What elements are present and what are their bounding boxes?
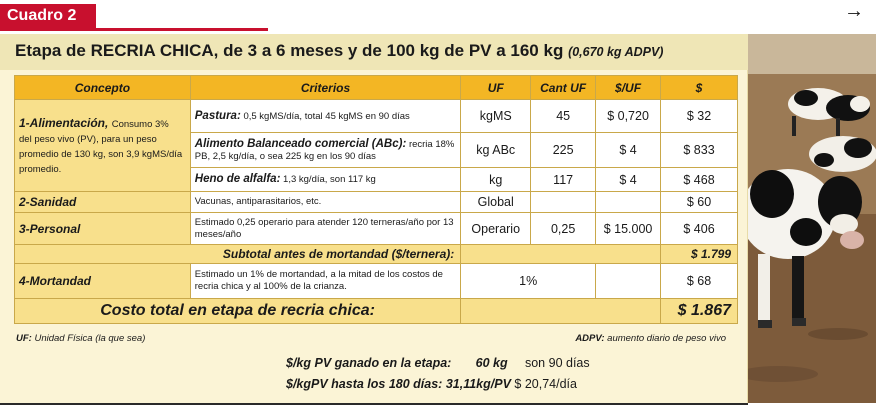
concept-personal: 3-Personal [15, 213, 191, 245]
bottom-rule [0, 403, 748, 405]
header-cant-uf: Cant UF [531, 76, 596, 100]
criterio-title: Heno de alfalfa: [194, 173, 281, 185]
criterio-personal: Estimado 0,25 operario para atender 120 terneras/año por 13 meses/año [190, 213, 461, 245]
concept-alimentacion-desc-a: Consumo 3% [111, 118, 169, 130]
total-value: $ 1.867 [661, 299, 738, 324]
cell-uf: kg [461, 168, 531, 192]
cost-table [14, 75, 738, 324]
subtotal-label: Subtotal antes de mortandad ($/ternera): [15, 245, 461, 264]
cell-cant: 0,25 [531, 213, 596, 245]
next-arrow-icon[interactable]: → [844, 0, 864, 22]
cell-uf: kg ABc [461, 133, 531, 168]
total-empty [461, 299, 661, 324]
cell-cost: $ 468 [661, 168, 738, 192]
cell-price [596, 192, 661, 213]
header-concepto: Concepto [15, 76, 191, 100]
note-uf-label: UF: [16, 333, 32, 344]
criterio-text: recria 18% PB, 2,5 kg/día, o sea 225 kg en los 90 días [194, 138, 455, 162]
cell-cant: 45 [531, 100, 596, 133]
criterio-title: Alimento Balanceado comercial (ABc): [194, 137, 407, 150]
note-uf [16, 333, 145, 344]
criterio-title: Pastura: [194, 109, 241, 122]
subtotal-value: $ 1.799 [661, 245, 738, 264]
note-adpv-text: aumento diario de peso vivo [607, 333, 726, 344]
cell-price: $ 0,720 [596, 100, 661, 133]
note-adpv-label: ADPV: [575, 333, 605, 344]
note-uf-text: Unidad Física (la que sea) [34, 333, 146, 344]
criterio-mortandad: Estimado un 1% de mortandad, a la mitad de los costos de recria chica y al 100% de la crianza. [190, 264, 461, 299]
cell-price [596, 264, 661, 299]
table-row [15, 213, 738, 245]
cell-cost: $ 833 [661, 133, 738, 168]
cell-uf: kgMS [461, 100, 531, 133]
table-header-row [15, 76, 738, 100]
table-row [15, 192, 738, 213]
summary-1-tail: son 90 días [524, 356, 590, 370]
table-row [15, 264, 738, 299]
criterio-heno [190, 168, 461, 192]
concept-mortandad: 4-Mortandad [15, 264, 191, 299]
total-row [15, 299, 738, 324]
summary-line-2 [286, 377, 577, 391]
subtotal-empty [461, 245, 661, 264]
cell-cost: $ 68 [661, 264, 738, 299]
summary-2-tail: $ 20,74/día [514, 377, 577, 391]
concept-alimentacion-desc-b: del peso vivo (PV), para un peso promedio de 130 kg, son 3,9 kgMS/día promedio. [19, 133, 183, 175]
summary-2-value: 31,11kg/PV [445, 377, 511, 391]
cell-uf: Global [461, 192, 531, 213]
cell-cost: $ 406 [661, 213, 738, 245]
criterio-text: 1,3 kg/día, son 117 kg [283, 174, 376, 185]
cell-price: $ 15.000 [596, 213, 661, 245]
title-subtitle: (0,670 kg ADPV) [568, 45, 664, 59]
cell-cant [531, 192, 596, 213]
concept-sanidad: 2-Sanidad [15, 192, 191, 213]
summary-line-1 [286, 356, 590, 370]
cattle-photo [748, 34, 876, 403]
title-main: Etapa de RECRIA CHICA, de 3 a 6 meses y de 100 kg de PV a 160 kg [15, 41, 564, 60]
note-adpv [575, 333, 726, 344]
header-price-uf: $/UF [596, 76, 661, 100]
subtotal-row [15, 245, 738, 264]
cell-price: $ 4 [596, 168, 661, 192]
cell-cost: $ 32 [661, 100, 738, 133]
header-uf: UF [461, 76, 531, 100]
criterio-pastura [190, 100, 461, 133]
concept-alimentacion-title: 1-Alimentación, [19, 115, 109, 130]
concept-alimentacion [15, 100, 191, 192]
criterio-text: 0,5 kgMS/día, total 45 kgMS en 90 días [243, 110, 410, 122]
table-tab [0, 4, 270, 34]
tab-underline [0, 28, 268, 31]
header-criterios: Criterios [190, 76, 461, 100]
table-title [15, 41, 663, 61]
cell-cost: $ 60 [661, 192, 738, 213]
cell-cant: 117 [531, 168, 596, 192]
cattle-illustration [748, 34, 876, 403]
cell-price: $ 4 [596, 133, 661, 168]
header-cost: $ [661, 76, 738, 100]
summary-2-label: $/kgPV hasta los 180 días: [286, 377, 443, 391]
summary-1-value: 60 kg [475, 356, 508, 370]
tab-title: Cuadro 2 [7, 7, 77, 24]
criterio-abc [190, 133, 461, 168]
cell-cant: 225 [531, 133, 596, 168]
cell-uf: 1% [461, 264, 596, 299]
table-row [15, 100, 738, 133]
criterio-sanidad: Vacunas, antiparasitarios, etc. [190, 192, 461, 213]
summary-1-label: $/kg PV ganado en la etapa: [286, 356, 452, 370]
cell-uf: Operario [461, 213, 531, 245]
total-label: Costo total en etapa de recria chica: [15, 299, 461, 324]
